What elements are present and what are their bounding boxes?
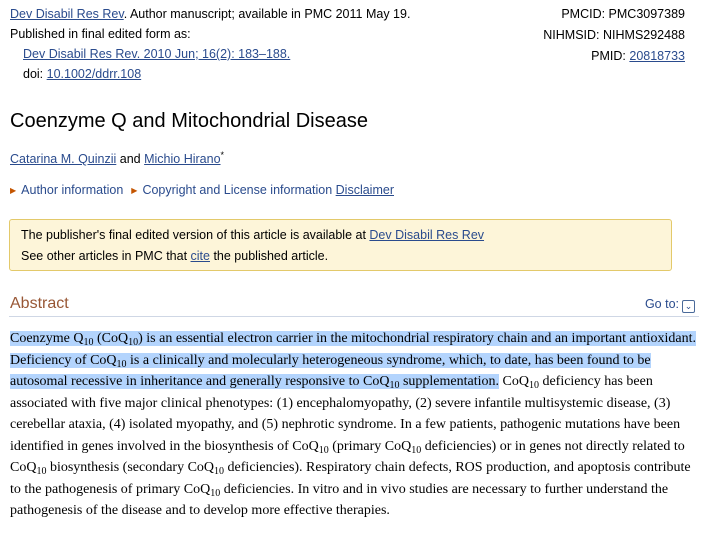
author-separator: and <box>116 152 145 167</box>
disclaimer-link[interactable]: Disclaimer <box>335 183 394 197</box>
author-link-hirano[interactable]: Michio Hirano <box>144 152 221 167</box>
notice-text: the published article. <box>209 249 329 263</box>
goto-menu[interactable] <box>645 297 695 313</box>
notice-text: See other articles in PMC that <box>21 249 191 263</box>
author-list <box>10 150 224 166</box>
pmid-label: PMID: <box>591 49 630 63</box>
doi-label: doi: <box>23 67 47 81</box>
abstract-heading: Abstract <box>10 295 69 312</box>
notice-text: The publisher's final edited version of this article is available at <box>21 228 370 242</box>
article-title: Coenzyme Q and Mitochondrial Disease <box>10 110 368 132</box>
abstract-body: Coenzyme $Q_{10}$ (CoQ$_{10}$) is an essential electron carrier in the mitochondrial respiratory chain and an important antioxidant. Deficiency of CoQ$_{10}$ is a clinically and molecularly heterogeneous syndrome, which, to date, has been found to be autosomal recessive in inheritance and generally responsive to CoQ$_{10}$ supplementation. CoQ$_{10}$ deficiency has been associated with five major clinical phenotypes: (1) encephalomyopathy, (2) severe infantile multisystemic disease, (3) cerebellar ataxia, (4) isolated myopathy, and (5) nephrotic syndrome. In a few patients, pathogenic mutations have been identified in genes involved in the biosynthesis of CoQ$_{10}$ (primary CoQ$_{10}$ deficiencies) or in genes not directly related to CoQ$_{10}$ biosynthesis (secondary CoQ$_{10}$ deficiencies). Respiratory chain defects, ROS production, and apoptosis contribute to the pathogenesis of primary CoQ$_{10}$ deficiencies. In vitro and in vivo studies are necessary to further understand the pathogenesis of the disease and to develop more effective therapies. <box>10 331 696 518</box>
doi-link[interactable]: 10.1002/ddrr.108 <box>46 67 142 81</box>
cite-link[interactable]: cite <box>190 249 210 263</box>
author-link-quinzii[interactable]: Catarina M. Quinzii <box>10 152 117 167</box>
publisher-notice <box>9 219 672 271</box>
citation-link[interactable]: Dev Disabil Res Rev. 2010 Jun; 16(2): 183–188. <box>23 47 291 61</box>
journal-link[interactable]: Dev Disabil Res Rev <box>10 7 124 21</box>
author-information-toggle[interactable]: Author information <box>21 183 124 197</box>
corresponding-mark: * <box>220 150 225 160</box>
copyright-toggle[interactable]: Copyright and License information <box>142 183 333 197</box>
published-note: Published in final edited form as: <box>10 27 191 41</box>
nihmsid: NIHMSID: NIHMS292488 <box>543 28 685 42</box>
pmcid: PMCID: PMC3097389 <box>561 7 685 21</box>
selected-text: Coenzyme $Q_{10}$ (CoQ$_{10}$) is an essential electron carrier in the mitochondrial respiratory chain and an important antioxidant. Deficiency of CoQ$_{10}$ is a clinically and molecularly heterogeneous syndrome, which, to date, has been found to be autosomal recessive in inheritance and generally responsive to CoQ$_{10}$ supplementation. <box>10 331 696 391</box>
manuscript-note: . Author manuscript; available in PMC 2011 May 19. <box>123 7 411 21</box>
chevron-down-icon[interactable]: ⌄ <box>682 300 695 313</box>
publisher-version-link[interactable]: Dev Disabil Res Rev <box>369 228 485 242</box>
citation-header <box>10 4 430 84</box>
article-meta-links <box>10 183 394 197</box>
identifiers <box>543 4 685 67</box>
triangle-right-icon: ▶ <box>131 186 138 195</box>
goto-label[interactable]: Go to: <box>644 297 679 311</box>
pmid-link[interactable]: 20818733 <box>629 49 685 63</box>
triangle-right-icon: ▶ <box>10 186 17 195</box>
section-divider <box>9 316 699 317</box>
